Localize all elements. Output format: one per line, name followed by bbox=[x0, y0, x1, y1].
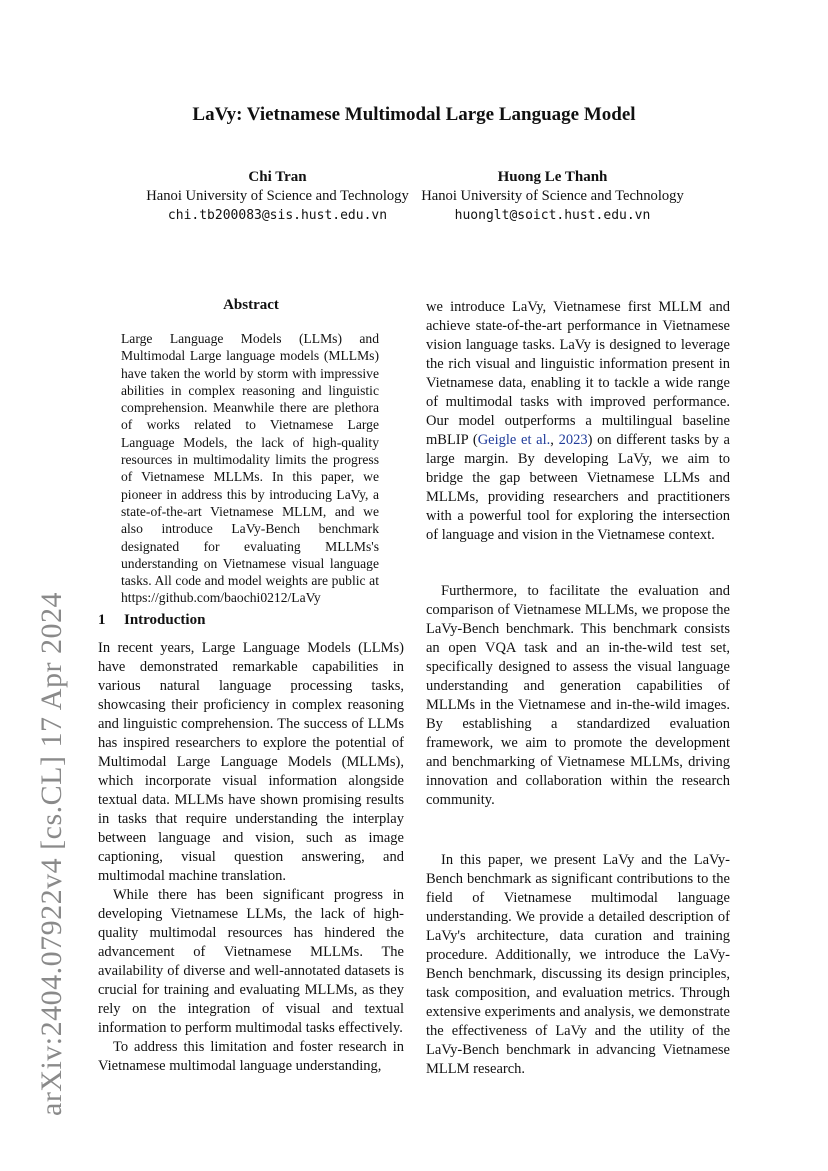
body-text: we introduce LaVy, Vietnamese first MLLM and achieve state-of-the-art performance in Vietnamese vision language tasks. LaVy is designed to leverage the rich visual and linguistic information present in Vietnamese data, enabling it to tackle a wide range of multimodal tasks with improved performance. Our model outperforms a multilingual baseline mBLIP ( bbox=[426, 299, 730, 448]
section-heading bbox=[98, 612, 404, 629]
section-title: Introduction bbox=[124, 612, 206, 628]
author-email: huonglt@soict.hust.edu.vn bbox=[454, 208, 651, 223]
author-name: Chi Tran bbox=[248, 169, 307, 185]
abstract-text: Large Language Models (LLMs) and Multimodal Large language models (MLLMs) have taken the world by storm with impressive abilities in complex reasoning and linguistic comprehension. Meanwhile there are plethora of works related to Vietnamese Large Language Models, the lack of high-quality resources in multimodality limits the progress of Vietnamese MLLMs. In this paper, we pioneer in address this by introducing LaVy, a state-of-the-art Vietnamese MLLM, and we also introduce LaVy-Bench benchmark designated for evaluating MLLMs's understanding on Vietnamese visual language tasks. All code and model weights are public at https://github.com/baochi0212/LaVy bbox=[121, 331, 379, 606]
right-column-paragraph bbox=[426, 298, 730, 545]
body-paragraph bbox=[426, 298, 730, 545]
author-block bbox=[415, 168, 690, 225]
author-affiliation: Hanoi University of Science and Technology bbox=[146, 188, 409, 204]
author-affiliation: Hanoi University of Science and Technology bbox=[421, 188, 684, 204]
body-paragraph: Furthermore, to facilitate the evaluation and comparison of Vietnamese MLLMs, we propose the LaVy-Bench benchmark. This benchmark consists an open VQA task and an in-the-wild test set, specifically designed to assess the visual language understanding and generation capabilities of MLLMs in the Vietnamese and in-the-wild images. By establishing a standardized evaluation framework, we aim to promote the development and benchmarking of Vietnamese MLLMs, driving innovation and collaboration within the research community. bbox=[426, 583, 730, 808]
right-column-paragraph bbox=[426, 851, 730, 1079]
arxiv-stamp-text: arXiv:2404.07922v4 [cs.CL] 17 Apr 2024 bbox=[35, 592, 68, 1116]
abstract-body bbox=[121, 330, 379, 607]
intro-paragraph: In recent years, Large Language Models (LLMs) have demonstrated remarkable capabilities in various natural language processing tasks, showcasing their proficiency in complex reasoning and linguistic comprehension. The success of LLMs has inspired researchers to explore the potential of Multimodal Large Language Models (MLLMs), which incorporate visual information alongside textual data. MLLMs have shown promising results in tasks that require understanding the interplay between language and vision, such as image captioning, visual question answering, and multimodal machine translation. bbox=[98, 640, 404, 884]
section-number: 1 bbox=[98, 612, 106, 628]
intro-column bbox=[98, 639, 404, 1076]
abstract-heading: Abstract bbox=[223, 297, 279, 313]
right-column-paragraph bbox=[426, 582, 730, 810]
intro-paragraph: To address this limitation and foster research in Vietnamese multimodal language understanding, bbox=[98, 1039, 404, 1074]
paper-title: LaVy: Vietnamese Multimodal Large Language Model bbox=[192, 104, 636, 125]
author-email: chi.tb200083@sis.hust.edu.vn bbox=[167, 208, 388, 223]
body-text: ) on different tasks by a large margin. By developing LaVy, we aim to bridge the gap between Vietnamese LLMs and MLLMs, providing researchers and practitioners with a powerful tool for exploring the intersection of language and vision in the Vietnamese context. bbox=[426, 432, 730, 543]
author-name: Huong Le Thanh bbox=[497, 169, 608, 185]
author-block bbox=[140, 168, 415, 225]
citation-link[interactable]: Geigle et al. bbox=[477, 432, 551, 448]
body-paragraph: In this paper, we present LaVy and the LaVy-Bench benchmark as significant contributions to the field of Vietnamese multimodal language understanding. We provide a detailed description of LaVy's architecture, data curation and training procedure. Additionally, we introduce the LaVy-Bench benchmark, discussing its design principles, task composition, and evaluation metrics. Through extensive experiments and analysis, we demonstrate the effectiveness of LaVy and the utility of the LaVy-Bench benchmark in advancing Vietnamese MLLM research. bbox=[426, 852, 730, 1077]
citation-year-link[interactable]: 2023 bbox=[558, 432, 588, 448]
citation-separator: , bbox=[550, 432, 559, 448]
intro-paragraph: While there has been significant progress in developing Vietnamese LLMs, the lack of high-quality multimodal resources has hindered the advancement of Vietnamese MLLMs. The availability of diverse and well-annotated datasets is crucial for training and evaluating MLLMs, as they rely on the integration of visual and textual information to perform multimodal tasks effectively. bbox=[98, 887, 404, 1036]
